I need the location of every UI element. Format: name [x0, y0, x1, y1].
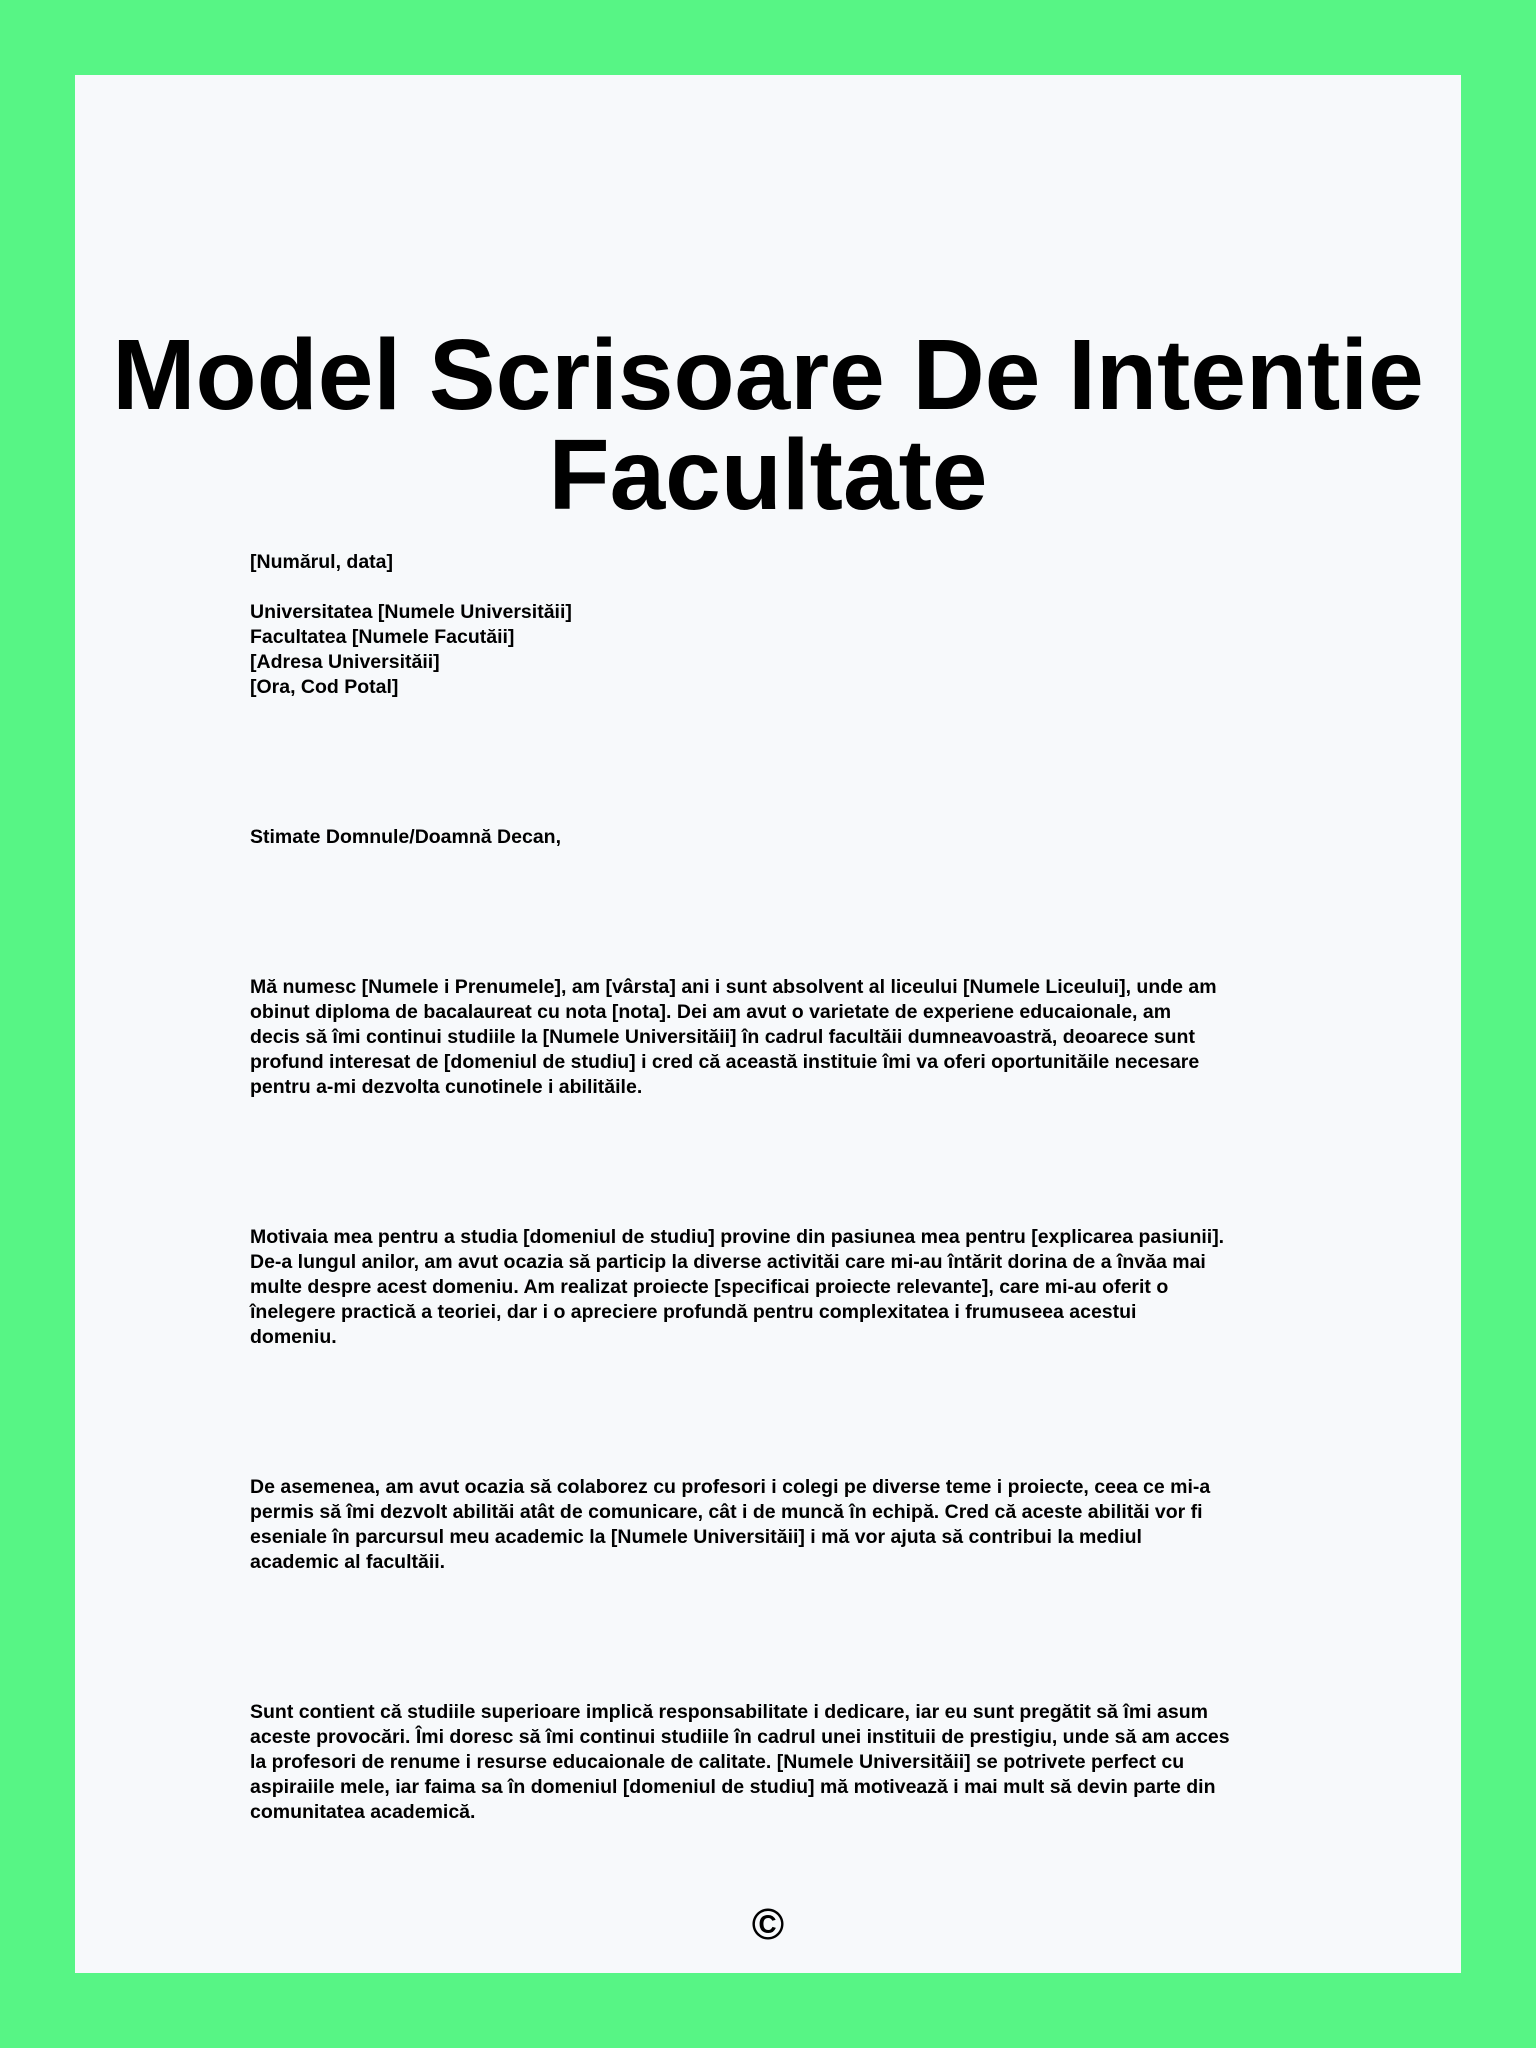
paragraph-line: domeniu.: [250, 1326, 337, 1348]
address-line: Facultatea [Numele Facutăii]: [250, 626, 515, 648]
paragraph-line: pentru a-mi dezvolta cunotinele i abilităile.: [250, 1076, 643, 1098]
paragraph-line: Mă numesc [Numele i Prenumele], am [vârsta] ani i sunt absolvent al liceului [Numele Liceului], unde am: [250, 976, 1217, 998]
paragraph-line: De-a lungul anilor, am avut ocazia să particip la diverse activităi care mi-au întărit dorina de a învăa mai: [250, 1251, 1206, 1273]
title-line: Facultate: [548, 419, 988, 531]
paragraph-line: înelegere practică a teoriei, dar i o apreciere profundă pentru complexitatea i frumuseea acestui: [250, 1301, 1137, 1323]
address-line: [Ora, Cod Potal]: [250, 676, 399, 698]
paragraph-3: [250, 1475, 1355, 1575]
address-line: Universitatea [Numele Universităii]: [250, 601, 572, 623]
paragraph-4: [250, 1700, 1355, 1825]
paragraph-line: academic al facultăii.: [250, 1551, 446, 1573]
paragraph-line: comunitatea academică.: [250, 1801, 476, 1823]
paragraph-line: Motivaia mea pentru a studia [domeniul de studiu] provine din pasiunea mea pentru [explicarea pasiunii].: [250, 1226, 1225, 1248]
paragraph-line: multe despre acest domeniu. Am realizat proiecte [specificai proiecte relevante], care mi-au oferit o: [250, 1276, 1169, 1298]
paragraph-line: aspiraiile mele, iar faima sa în domeniul [domeniul de studiu] mă motivează i mai mult să devin parte din: [250, 1776, 1216, 1798]
salutation: [250, 825, 1355, 850]
paragraph-line: profund interesat de [domeniul de studiu] i cred că această instituie îmi va oferi oportunităile necesare: [250, 1051, 1200, 1073]
paragraph-line: aceste provocări. Îmi doresc să îmi continui studiile în cadrul unei instituii de prestigiu, unde să am acces: [250, 1726, 1230, 1748]
salutation-text: Stimate Domnule/Doamnă Decan,: [250, 826, 561, 848]
title-line: Model Scrisoare De Intentie: [112, 319, 1424, 431]
paragraph-line: la profesori de renume i resurse educaionale de calitate. [Numele Universităii] se potrivete perfect cu: [250, 1751, 1185, 1773]
reference-line: [250, 550, 1355, 575]
recipient-address: [250, 600, 1355, 700]
number-date-line: [Numărul, data]: [250, 551, 394, 573]
paragraph-line: permis să îmi dezvolt abilităi atât de comunicare, cât i de muncă în echipă. Cred că aceste abilităi vor fi: [250, 1501, 1203, 1523]
address-line: [Adresa Universităii]: [250, 651, 440, 673]
copyright-icon: ©: [751, 1900, 785, 1949]
paragraph-2: [250, 1225, 1355, 1350]
paragraph-line: decis să îmi continui studiile la [Numele Universităii] în cadrul facultăii dumneavoastră, deoarece sunt: [250, 1026, 1195, 1048]
paragraph-1: [250, 975, 1355, 1100]
paragraph-line: Sunt contient că studiile superioare implică responsabilitate i dedicare, iar eu sunt pregătit să îmi asum: [250, 1701, 1208, 1723]
page-title: [75, 319, 1461, 531]
paragraph-line: obinut diploma de bacalaureat cu nota [nota]. Dei am avut o varietate de experiene educaionale, am: [250, 1001, 1172, 1023]
paragraph-line: De asemenea, am avut ocazia să colaborez cu profesori i colegi pe diverse teme i proiecte, ceea ce mi-a: [250, 1476, 1211, 1498]
letter-page: [75, 75, 1461, 1973]
paragraph-line: eseniale în parcursul meu academic la [Numele Universităii] i mă vor ajuta să contribui la mediul: [250, 1526, 1142, 1548]
